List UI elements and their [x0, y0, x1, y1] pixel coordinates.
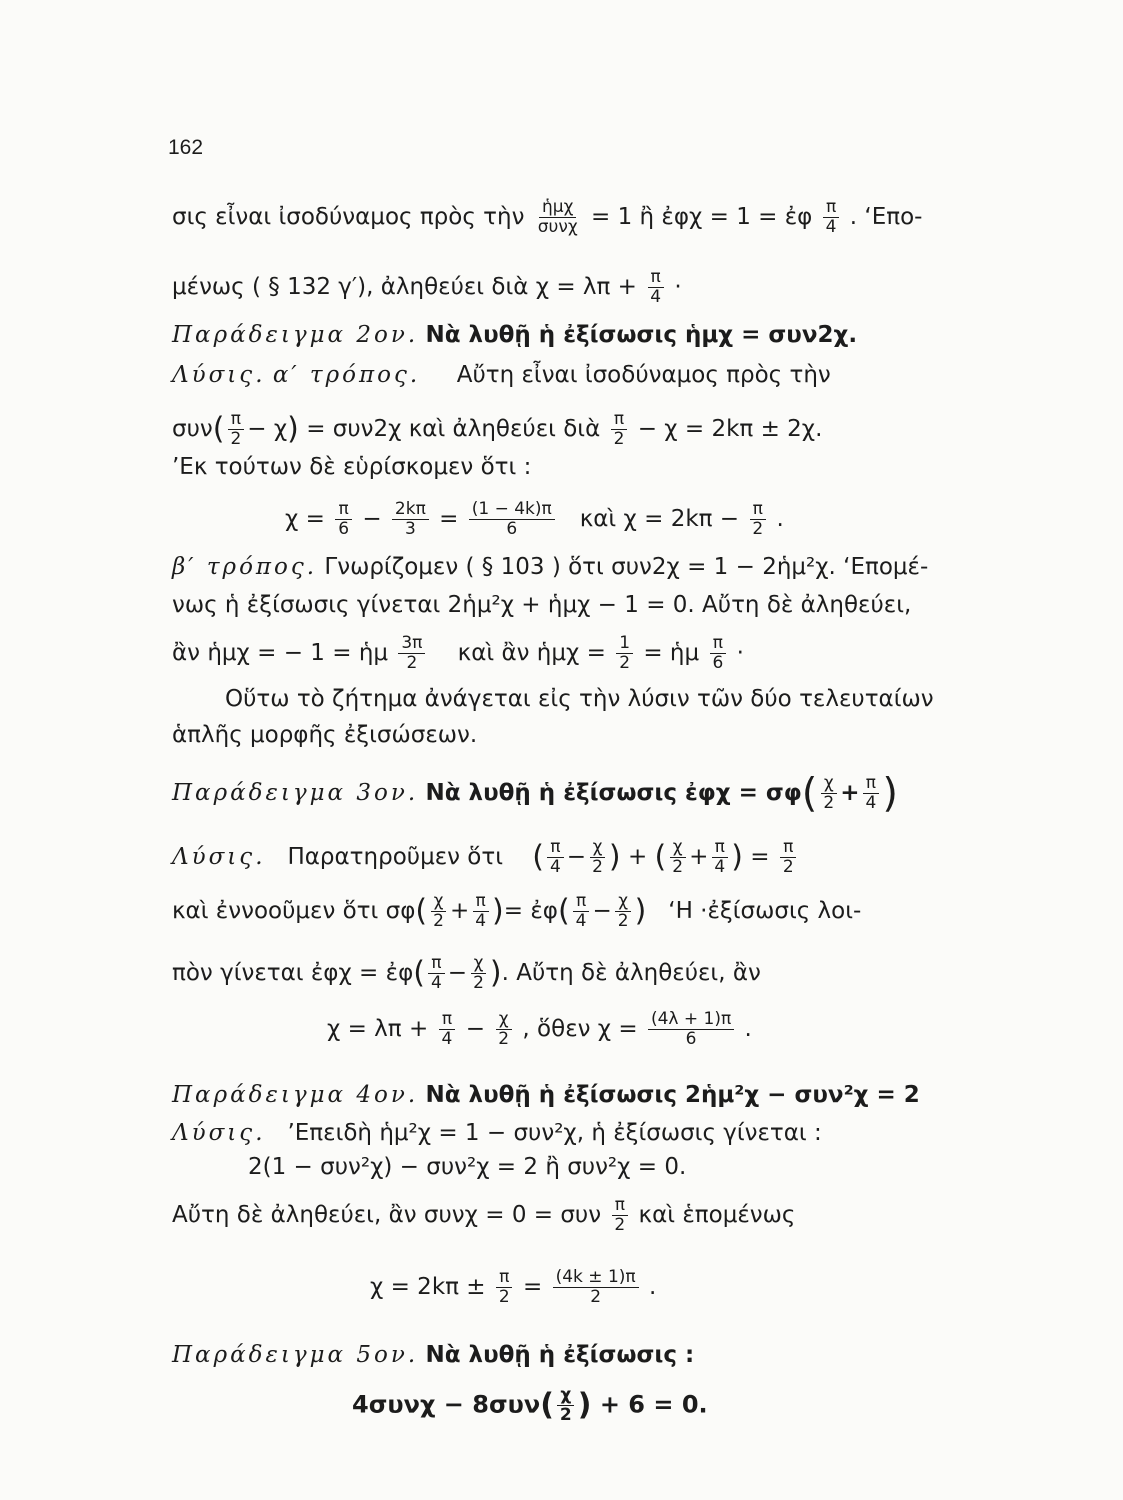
text: . — [776, 506, 784, 532]
method-label: β′ τρόπος. — [172, 554, 318, 580]
numerator: 3π — [398, 634, 425, 654]
paren: ) — [492, 893, 504, 929]
denominator: 4 — [865, 793, 877, 813]
denominator: 4 — [441, 1029, 453, 1049]
example-title: Νὰ λυθῇ ἡ ἐξίσωσις : — [425, 1342, 695, 1368]
example-5-heading — [172, 1340, 694, 1370]
denominator: 2 — [672, 857, 684, 877]
denominator: 4 — [575, 911, 587, 931]
text: − — [592, 898, 612, 924]
fraction — [573, 892, 590, 931]
example-2-line-4 — [172, 452, 531, 482]
numerator: π — [863, 774, 879, 794]
text: − — [566, 844, 587, 870]
fraction — [398, 634, 425, 673]
text: 2(1 − συν²χ) − συν²χ = 2 ἢ συν²χ = 0. — [248, 1154, 687, 1180]
denominator: 2 — [433, 911, 444, 931]
text: − χ — [247, 416, 288, 442]
text: χ = — [285, 506, 325, 532]
denominator: 4 — [650, 287, 662, 307]
paren: ( — [532, 839, 544, 875]
numerator: π — [496, 1268, 512, 1288]
numerator: π — [547, 838, 563, 858]
denominator: συνχ — [537, 217, 578, 237]
example-2-line-9 — [225, 684, 934, 714]
example-3-line-5 — [327, 1010, 752, 1049]
fraction — [430, 892, 447, 931]
paren: ) — [882, 770, 898, 817]
fraction — [439, 1010, 456, 1049]
fraction — [470, 954, 487, 993]
text: = ἡμ — [643, 640, 700, 666]
example-3-line-3 — [172, 892, 861, 931]
numerator: ἡμχ — [539, 198, 576, 218]
numerator: (4λ + 1)π — [648, 1010, 734, 1030]
fraction — [472, 892, 489, 931]
denominator: 4 — [714, 857, 726, 877]
denominator: 4 — [825, 217, 837, 237]
method-label: α′ τρόπος. — [272, 362, 421, 388]
text: , ὅθεν χ = — [522, 1016, 638, 1042]
example-4-line-5 — [370, 1268, 656, 1307]
fraction — [557, 1386, 575, 1425]
text: Οὕτω τὸ ζήτημα ἀνάγεται εἰς τὴν λύσιν τῶν δύο τελευταίων — [225, 686, 934, 712]
fraction — [709, 634, 726, 673]
paren: ( — [415, 893, 428, 929]
text: σις εἶναι ἰσοδύναμος πρὸς τὴν — [172, 204, 525, 230]
numerator: (1 − 4k)π — [469, 500, 555, 520]
example-2-heading — [172, 320, 857, 350]
example-title: Νὰ λυθῇ ἡ ἐξίσωσις ἡμχ = συν2χ. — [425, 322, 858, 348]
fraction — [749, 500, 766, 539]
solution-label: Λύσις. — [172, 362, 266, 388]
text: νως ἡ ἐξίσωσις γίνεται 2ἡμ²χ + ἡμχ − 1 = 0. Αὔτη δὲ ἀληθεύει, — [172, 592, 912, 618]
numerator: 2kπ — [392, 500, 429, 520]
fraction — [535, 198, 581, 237]
paren: ( — [654, 839, 667, 875]
example-2-line-6 — [172, 552, 928, 582]
paren: ) — [731, 839, 743, 875]
denominator: 4 — [549, 857, 561, 877]
text: χ = λπ + — [327, 1016, 429, 1042]
denominator: 2 — [613, 429, 625, 449]
denominator: 6 — [685, 1029, 697, 1049]
example-3-line-2 — [172, 838, 800, 877]
text: μένως ( § 132 γ′), ἀληθεύει διὰ χ = λπ + — [172, 274, 637, 300]
text: Γνωρίζομεν ( § 103 ) ὅτι συν2χ = 1 − 2ἡμ²χ. ‘Επομέ- — [324, 554, 929, 580]
denominator: 4 — [475, 911, 487, 931]
denominator: 2 — [406, 653, 418, 673]
fraction — [711, 838, 728, 877]
text: 4συνχ − 8συν — [352, 1390, 541, 1419]
text: χ = 2kπ ± — [370, 1274, 486, 1300]
example-4-line-3 — [248, 1152, 686, 1182]
paren: ( — [557, 893, 570, 929]
text: καὶ ἐννοοῦμεν ὅτι σφ — [172, 898, 416, 924]
fraction — [496, 1268, 513, 1307]
numerator: π — [780, 838, 796, 858]
text: ἁπλῆς μορφῆς ἐξισώσεων. — [172, 722, 478, 748]
fraction — [495, 1010, 512, 1049]
text: · — [674, 274, 682, 300]
fraction — [553, 1268, 639, 1307]
text: = 1 ἢ ἐφχ = 1 = ἐφ — [591, 204, 813, 230]
denominator: 2 — [590, 1287, 602, 1307]
example-3-line-4 — [172, 954, 761, 993]
numerator: π — [439, 1010, 455, 1030]
numerator: χ — [590, 838, 606, 858]
numerator: π — [428, 954, 444, 974]
numerator: π — [750, 500, 766, 520]
text: ‘Η ·ἐξίσωσις λοι- — [668, 898, 862, 924]
text: καὶ ἑπομένως — [638, 1202, 796, 1228]
text: . ‘Επο- — [849, 204, 923, 230]
page-number: 162 — [168, 136, 204, 159]
text: πὸν γίνεται ἐφχ = ἐφ — [172, 960, 414, 986]
paren: ( — [540, 1387, 554, 1423]
example-4-heading — [172, 1080, 920, 1110]
numerator: π — [648, 268, 664, 288]
denominator: 2 — [498, 1287, 510, 1307]
example-label: Παράδειγμα 3ον. — [172, 780, 419, 806]
paren: ) — [577, 1387, 592, 1423]
denominator: 3 — [404, 519, 416, 539]
text: ἂν ἡμχ = − 1 = ἡμ — [172, 640, 389, 666]
denominator: 2 — [614, 1215, 626, 1235]
text: − — [362, 506, 382, 532]
text: = — [439, 506, 459, 532]
text: . Αὔτη δὲ ἀληθεύει, ἂν — [501, 960, 761, 986]
fraction — [669, 838, 686, 877]
numerator: χ — [471, 954, 487, 974]
fraction — [823, 198, 840, 237]
text: − χ = 2kπ ± 2χ. — [637, 416, 823, 442]
text: ’Επειδὴ ἡμ²χ = 1 − συν²χ, ἡ ἐξίσωσις γίνεται : — [287, 1120, 822, 1146]
paren: ) — [634, 893, 647, 929]
text: Αὔτη εἶναι ἰσοδύναμος πρὸς τὴν — [456, 362, 831, 388]
example-3-heading — [172, 770, 898, 817]
text: καὶ ἂν ἡμχ = — [457, 640, 606, 666]
text: + 6 = 0. — [599, 1390, 708, 1419]
example-4-line-4 — [172, 1196, 795, 1235]
text: = ἐφ — [503, 898, 558, 924]
numerator: π — [611, 410, 627, 430]
denominator: 6 — [712, 653, 724, 673]
text: − — [465, 1016, 485, 1042]
fraction — [615, 892, 632, 931]
example-2-line-10 — [172, 720, 477, 750]
numerator: χ — [821, 774, 837, 794]
fraction — [227, 410, 244, 449]
numerator: π — [823, 198, 839, 218]
numerator: χ — [557, 1386, 574, 1406]
text: Αὔτη δὲ ἀληθεύει, ἂν συνχ = 0 = συν — [172, 1202, 602, 1228]
numerator: π — [573, 892, 589, 912]
paren: ) — [287, 411, 299, 447]
example-title: Νὰ λυθῇ ἡ ἐξίσωσις ἐφχ = σφ — [425, 780, 802, 806]
numerator: χ — [496, 1010, 512, 1030]
example-2-line-5 — [285, 500, 784, 539]
denominator: 2 — [782, 857, 794, 877]
example-2-line-8 — [172, 634, 744, 673]
numerator: (4k ± 1)π — [553, 1268, 639, 1288]
numerator: χ — [431, 892, 447, 912]
example-label: Παράδειγμα 4ον. — [172, 1082, 419, 1108]
fraction — [863, 774, 880, 813]
fraction — [611, 410, 628, 449]
text: . — [648, 1274, 657, 1300]
denominator: 4 — [430, 973, 442, 993]
example-label: Παράδειγμα 2ον. — [172, 322, 419, 348]
fraction — [547, 838, 564, 877]
denominator: 2 — [498, 1029, 510, 1049]
fraction — [647, 268, 664, 307]
text: ’Εκ τούτων δὲ εὑρίσκομεν ὅτι : — [172, 454, 532, 480]
fraction — [648, 1010, 734, 1049]
numerator: π — [473, 892, 489, 912]
text: + — [449, 898, 470, 924]
text: + — [840, 780, 860, 806]
numerator: 1 — [616, 634, 633, 654]
numerator: χ — [615, 892, 631, 912]
fraction — [820, 774, 837, 813]
fraction — [392, 500, 429, 539]
numerator: π — [335, 500, 351, 520]
denominator: 6 — [338, 519, 350, 539]
paren: ) — [489, 955, 502, 991]
denominator: 2 — [230, 429, 242, 449]
text: − — [447, 960, 468, 986]
text-line-2 — [172, 268, 682, 307]
example-2-line-7 — [172, 590, 911, 620]
example-2-line-3 — [172, 410, 822, 449]
example-label: Παράδειγμα 5ον. — [172, 1342, 419, 1368]
paren: ) — [608, 839, 621, 875]
fraction — [428, 954, 445, 993]
numerator: π — [228, 410, 244, 430]
fraction — [589, 838, 606, 877]
text: = συν2χ καὶ ἀληθεύει διὰ — [306, 416, 601, 442]
denominator: 2 — [559, 1405, 572, 1425]
example-2-line-2 — [172, 360, 831, 390]
text-line-1 — [172, 198, 922, 237]
denominator: 2 — [617, 911, 629, 931]
fraction — [611, 1196, 628, 1235]
denominator: 2 — [619, 653, 631, 673]
text: + — [689, 844, 709, 870]
text: + — [627, 844, 648, 870]
paren: ( — [801, 770, 818, 817]
example-5-equation — [352, 1386, 708, 1425]
fraction — [616, 634, 633, 673]
numerator: π — [612, 1196, 628, 1216]
paren: ( — [413, 955, 425, 991]
denominator: 6 — [506, 519, 518, 539]
denominator: 2 — [473, 973, 484, 993]
fraction — [335, 500, 352, 539]
numerator: π — [712, 838, 728, 858]
fraction — [469, 500, 555, 539]
fraction — [780, 838, 797, 877]
example-4-line-2 — [172, 1118, 822, 1148]
denominator: 2 — [752, 519, 764, 539]
solution-label: Λύσις. — [172, 844, 266, 870]
solution-label: Λύσις. — [172, 1120, 266, 1146]
text: συν — [172, 416, 213, 442]
numerator: χ — [670, 838, 686, 858]
text: Παρατηροῦμεν ὅτι — [287, 844, 503, 870]
text: . — [744, 1016, 752, 1042]
text: · — [736, 640, 744, 666]
denominator: 2 — [823, 793, 835, 813]
text: = — [523, 1274, 543, 1300]
example-title: Νὰ λυθῇ ἡ ἐξίσωσις 2ἡμ²χ − συν²χ = 2 — [425, 1082, 920, 1108]
text: = — [750, 844, 770, 870]
numerator: π — [710, 634, 726, 654]
paren: ( — [212, 411, 225, 447]
text: καὶ χ = 2kπ − — [579, 506, 740, 532]
denominator: 2 — [592, 857, 603, 877]
